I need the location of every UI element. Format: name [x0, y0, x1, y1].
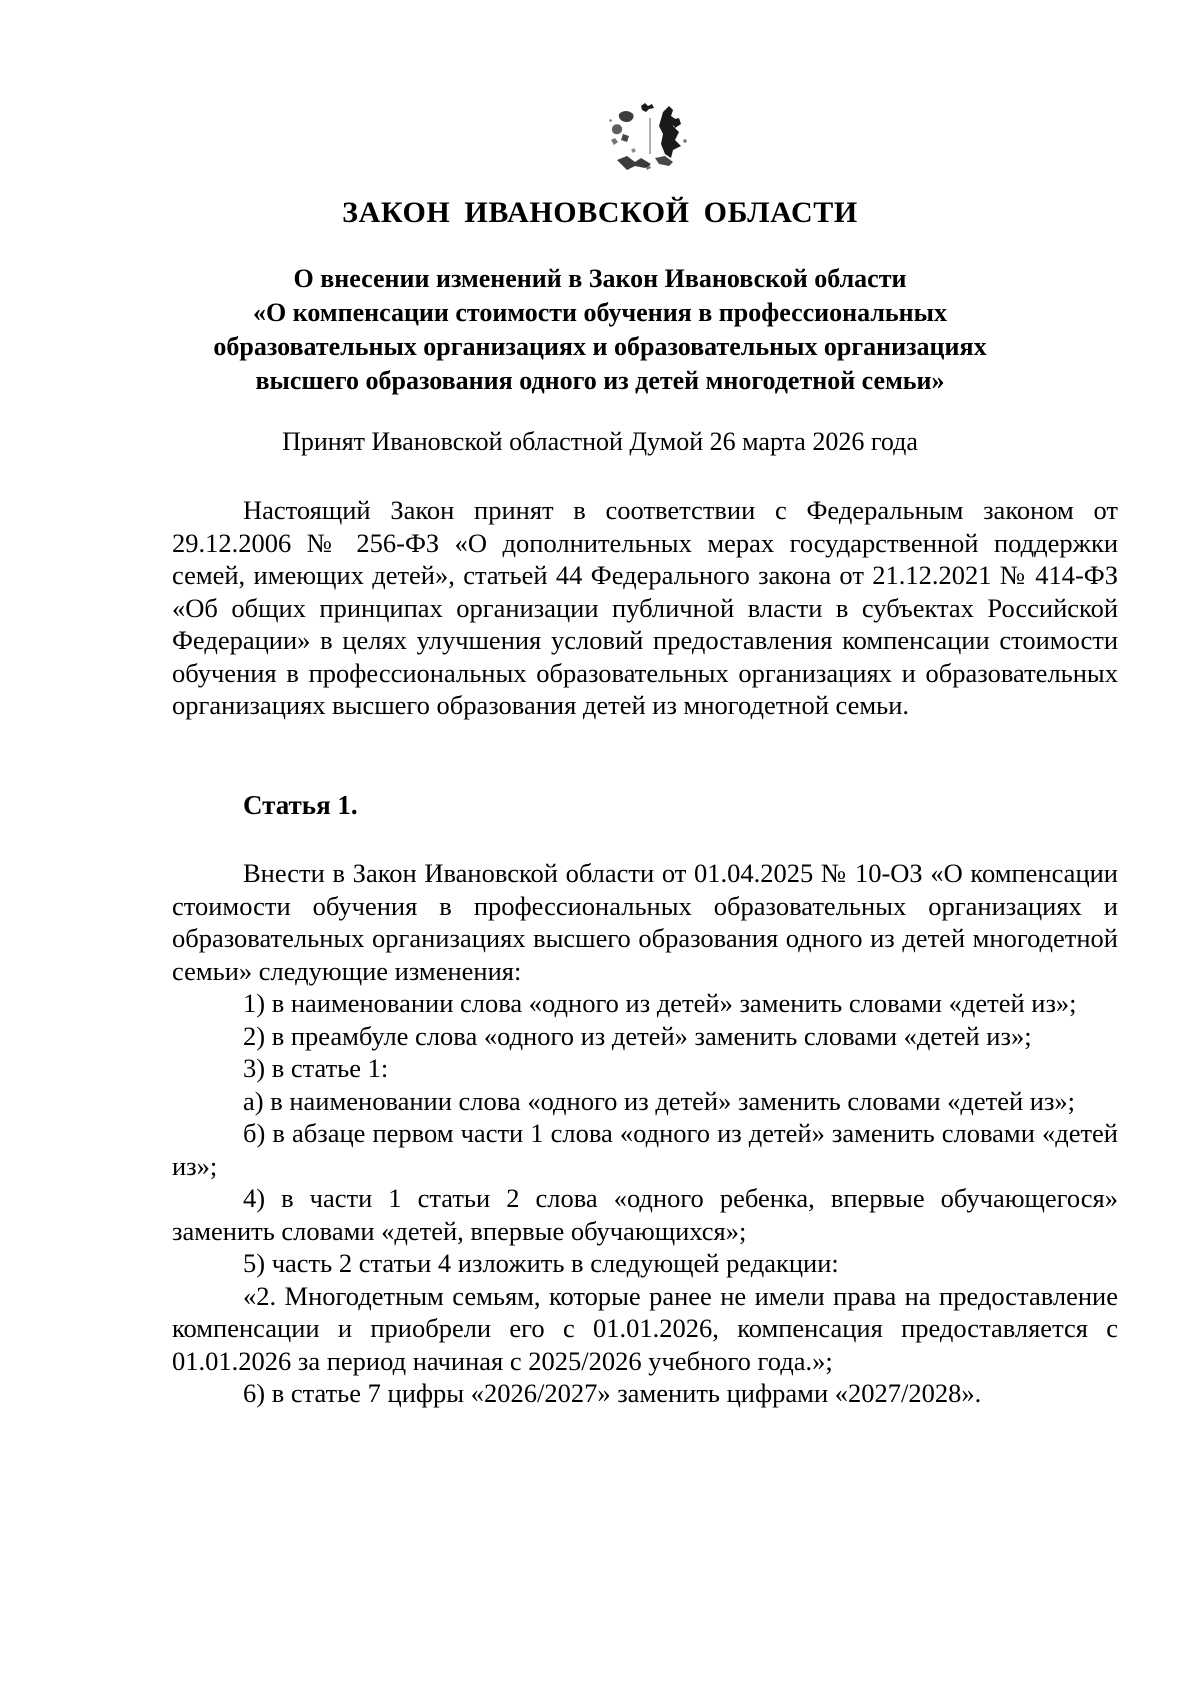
preamble: [172, 494, 1118, 722]
article-paragraph: 5) часть 2 статьи 4 изложить в следующей редакции:: [243, 1248, 839, 1278]
subject-line: высшего образования одного из детей многодетной семьи»: [255, 366, 945, 395]
coat-of-arms-icon: [601, 100, 697, 180]
article-paragraph: 1) в наименовании слова «одного из детей» заменить словами «детей из»;: [243, 988, 1077, 1018]
article-paragraph: а) в наименовании слова «одного из детей» заменить словами «детей из»;: [243, 1085, 1076, 1116]
adoption-line: Принят Ивановской областной Думой 26 марта 2026 года: [282, 427, 918, 456]
law-title: ЗАКОН ИВАНОВСКОЙ ОБЛАСТИ: [342, 196, 858, 229]
law-subject: [170, 262, 1030, 398]
subject-line: образовательных организациях и образовательных организациях: [213, 332, 987, 361]
article-paragraph: 2) в преамбуле слова «одного из детей» заменить словами «детей из»;: [243, 1020, 1032, 1051]
article-body: [172, 857, 1118, 1410]
article-paragraph: б) в абзаце первом части 1 слова «одного из детей» заменить словами «детей из»;: [172, 1118, 1118, 1181]
article-paragraph: 6) в статье 7 цифры «2026/2027» заменить цифрами «2027/2028».: [243, 1378, 982, 1408]
article-paragraph: 3) в статье 1:: [243, 1053, 389, 1083]
article-heading: Статья 1.: [243, 790, 358, 820]
subject-line: «О компенсации стоимости обучения в профессиональных: [253, 298, 947, 327]
preamble-paragraph: Настоящий Закон принят в соответствии с Федеральным законом от 29.12.2006 № 256-ФЗ «О дополнительных мерах государственной поддержки семей, имеющих детей», статьей 44 Федерального закона от 21.12.2021 № 414-ФЗ «Об общих принципах организации публичной власти в субъектах Российской Федерации» в целях улучшения условий предоставления компенсации стоимости обучения в профессиональных образовательных организациях и образовательных организациях высшего образования детей из многодетной семьи.: [172, 495, 1118, 720]
article-paragraph: Внести в Закон Ивановской области от 01.04.2025 № 10-ОЗ «О компенсации стоимости обучения в профессиональных образовательных организациях и образовательных организациях высшего образования одного из детей многодетной семьи» следующие изменения:: [172, 858, 1118, 986]
subject-line: О внесении изменений в Закон Ивановской области: [293, 264, 907, 293]
article-paragraph: 4) в части 1 статьи 2 слова «одного ребенка, впервые обучающегося» заменить словами «детей, впервые обучающихся»;: [172, 1183, 1118, 1246]
article-paragraph: «2. Многодетным семьям, которые ранее не имели права на предоставление компенсации и приобрели его с 01.01.2026, компенсация предоставляется с 01.01.2026 за период начиная с 2025/2026 учебного года.»;: [172, 1280, 1118, 1376]
